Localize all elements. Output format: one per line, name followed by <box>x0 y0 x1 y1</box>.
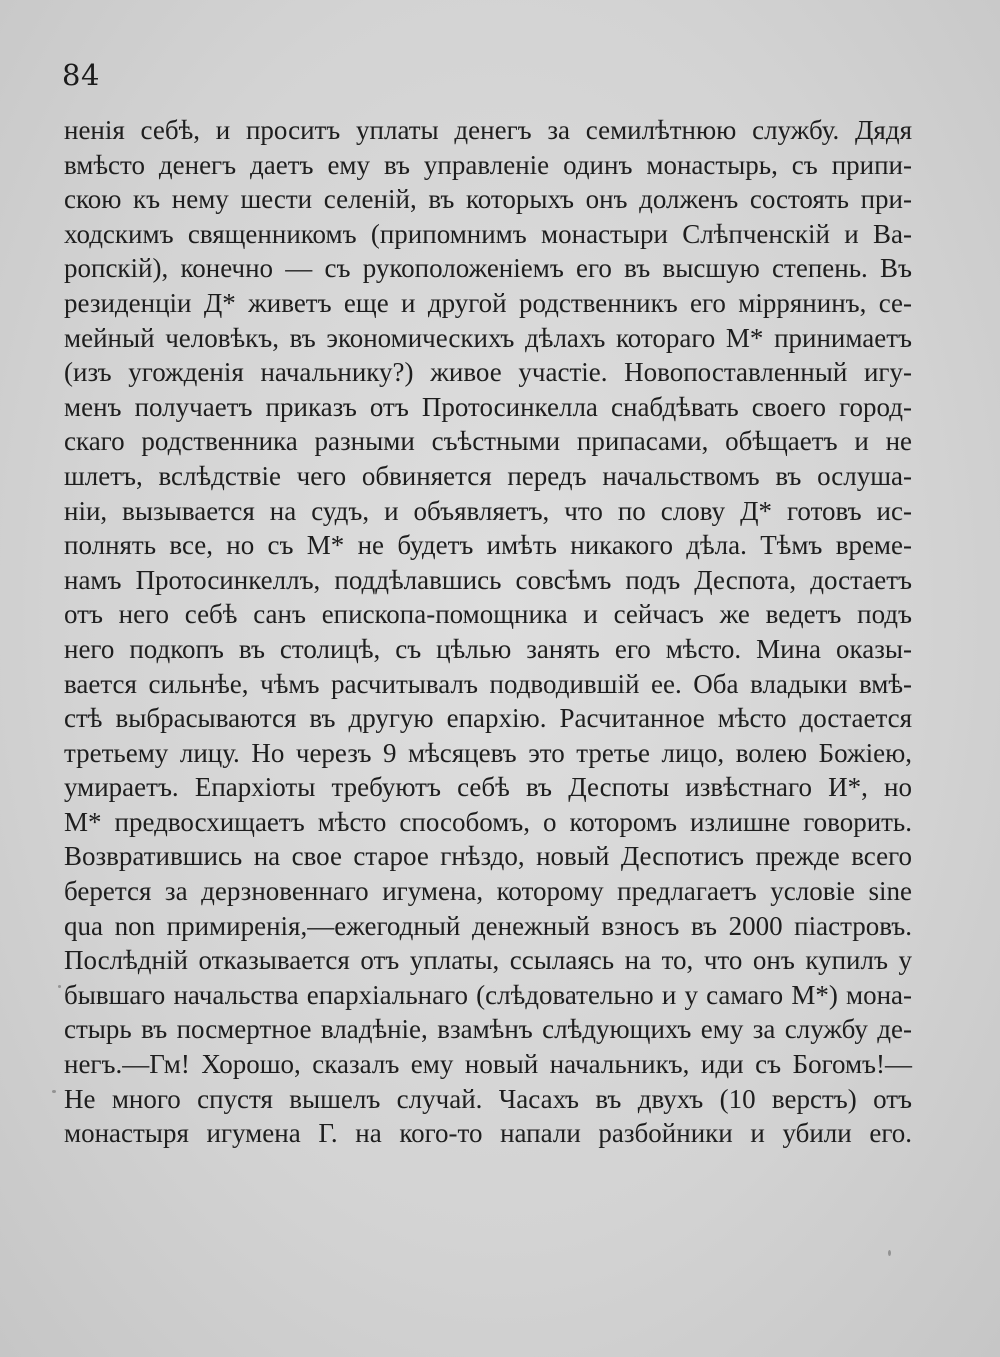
text-line: него подкопъ въ столицѣ, съ цѣлью занять его мѣсто. Мина оказы- <box>64 633 912 664</box>
paper-speck <box>58 985 61 988</box>
text-line: монастыря игумена Г. на кого-то напали разбойники и убили его. <box>64 1118 912 1149</box>
text-line: третьему лицу. Но черезъ 9 мѣсяцевъ это третье лицо, волею Божіею, <box>64 737 912 768</box>
text-line: ненія себѣ, и проситъ уплаты денегъ за семилѣтнюю службу. Дядя <box>64 115 912 145</box>
text-line: Не много спустя вышелъ случай. Часахъ въ двухъ (10 верстъ) отъ <box>64 1083 912 1114</box>
text-line: скою къ нему шести селеній, въ которыхъ онъ долженъ состоять при- <box>64 184 912 215</box>
text-line: Послѣдній отказывается отъ уплаты, ссылаясь на то, что онъ купилъ у <box>64 945 912 976</box>
text-line: шлетъ, вслѣдствіе чего обвиняется передъ начальствомъ въ ослуша- <box>64 460 912 491</box>
text-line: стѣ выбрасываются въ другую епархію. Расчитанное мѣсто достается <box>64 703 912 734</box>
text-line: вается сильнѣе, чѣмъ расчитывалъ подводившій ее. Оба владыки вмѣ- <box>64 668 912 699</box>
text-line: скаго родственника разными съѣстными припасами, обѣщаетъ и не <box>64 426 912 457</box>
text-line: qua non примиренія,—ежегодный денежный взносъ въ 2000 піастровъ. <box>64 910 912 941</box>
text-line: (изъ угожденія начальнику?) живое участіе. Новопоставленный игу- <box>64 357 912 388</box>
text-line: стырь въ посмертное владѣніе, взамѣнъ слѣдующихъ ему за службу де- <box>64 1014 912 1045</box>
text-line: негъ.—Гм! Хорошо, сказалъ ему новый начальникъ, иди съ Богомъ!— <box>64 1049 912 1080</box>
text-line: мейный человѣкъ, въ экономическихъ дѣлахъ котораго М* принимаетъ <box>64 322 912 353</box>
text-line: отъ него себѣ санъ епископа-помощника и сейчасъ же ведетъ подъ <box>64 599 912 630</box>
text-line: менъ получаетъ приказъ отъ Протосинкелла снабдѣвать своего город- <box>64 391 912 422</box>
text-line: ніи, вызывается на судъ, и объявляетъ, что по слову Д* готовъ ис- <box>64 495 912 526</box>
text-line: Возвратившись на свое старое гнѣздо, новый Деспотисъ прежде всего <box>64 841 912 872</box>
page-number: 84 <box>62 58 100 92</box>
text-line: берется за дерзновеннаго игумена, которому предлагаетъ условіе sine <box>64 876 912 907</box>
text-line: резиденціи Д* живетъ еще и другой родственникъ его міррянинъ, се- <box>64 287 912 318</box>
text-line: ходскимъ священникомъ (припомнимъ монастыри Слѣпченскій и Ва- <box>64 218 912 249</box>
body-text <box>64 113 912 1151</box>
text-line: М* предвосхищаетъ мѣсто способомъ, о которомъ излишне говорить. <box>64 806 912 837</box>
text-line: ропскій), конечно — съ рукоположеніемъ его въ высшую степень. Въ <box>64 253 912 284</box>
text-line: полнять все, но съ М* не будетъ имѣть никакого дѣла. Тѣмъ време- <box>64 530 912 561</box>
paper-speck <box>52 1090 56 1093</box>
paper-speck <box>888 1250 891 1256</box>
text-line: вмѣсто денегъ даетъ ему въ управленіе одинъ монастырь, съ припи- <box>64 149 912 180</box>
text-line: бывшаго начальства епархіальнаго (слѣдовательно и у самаго М*) мона- <box>64 979 912 1010</box>
text-line: намъ Протосинкеллъ, поддѣлавшись совсѣмъ подъ Деспота, достаетъ <box>64 564 912 595</box>
text-line: умираетъ. Епархіоты требуютъ себѣ въ Деспоты извѣстнаго И*, но <box>64 772 912 803</box>
